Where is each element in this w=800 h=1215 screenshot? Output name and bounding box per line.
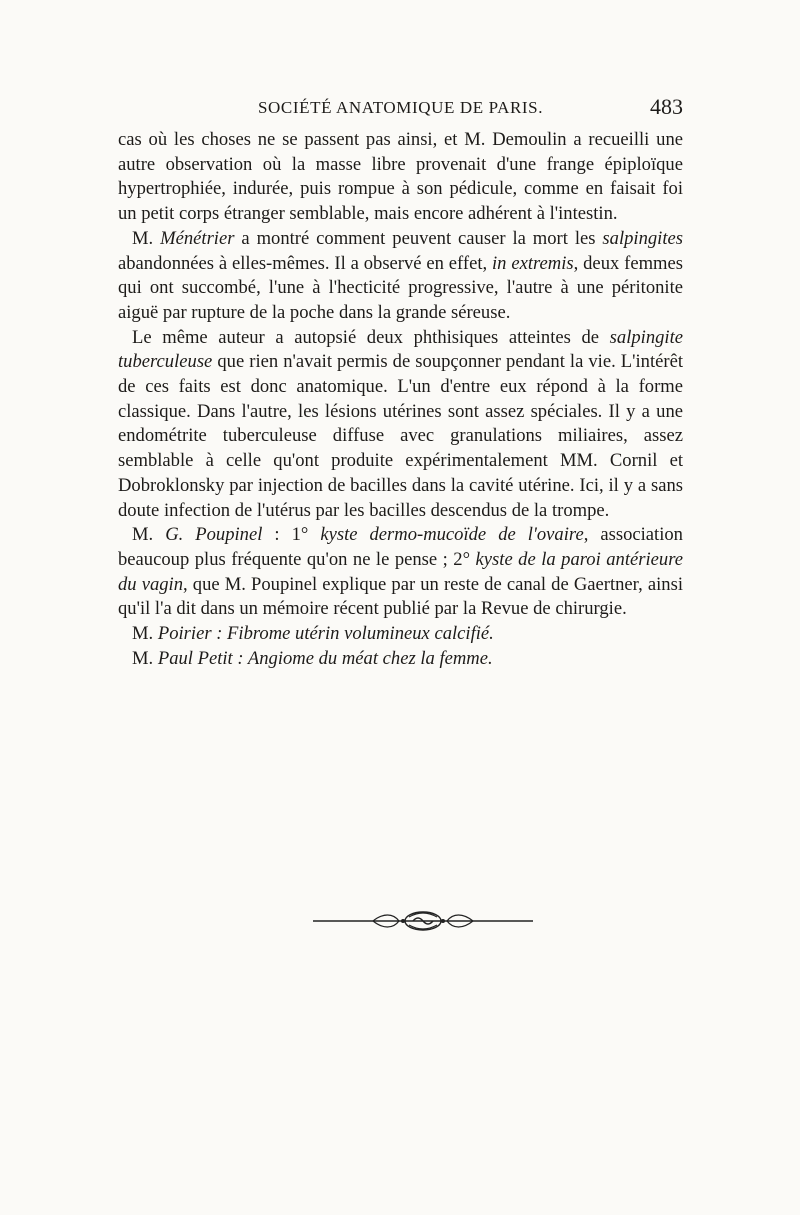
paragraph-5-text-a: M.: [132, 623, 158, 645]
paragraph-6: [118, 647, 683, 672]
paragraph-2: [118, 227, 683, 326]
paragraph-5: [118, 622, 683, 647]
body-text: [118, 128, 683, 671]
paragraph-3-text-b: que rien n'avait permis de soupçonner pendant la vie. L'intérêt de ces faits est donc anatomique. L'un d'entre eux répond à la forme classique. Dans l'autre, les lésions utérines sont assez spéciales. Il y a une endométrite tuberculeuse diffuse avec granulations miliaires, assez semblable à celle qu'ont produite expérimentalement MM. Cornil et Dobroklonsky par injection de bacilles dans la cavité utérine. Ici, il y a sans doute infection de l'utérus par les bacilles descendus de la trompe.: [118, 351, 683, 521]
paragraph-6-text-a: M.: [132, 647, 158, 669]
running-title: SOCIÉTÉ ANATOMIQUE DE PARIS.: [258, 98, 544, 117]
paragraph-2-text-b: a montré comment peuvent causer la mort les: [234, 227, 603, 249]
paragraph-3: [118, 326, 683, 524]
paragraph-4: [118, 523, 683, 622]
italic-term: salpingites: [602, 227, 683, 249]
paragraph-1: [118, 128, 683, 227]
paragraph-2-text-c: abandonnées à elles-mêmes. Il a observé en effet,: [118, 252, 493, 274]
italic-term: salpingite tuberculeuse: [118, 326, 683, 373]
paragraph-4-text-a: M.: [132, 524, 166, 546]
paragraph-2-text-d: , deux femmes qui ont succombé, l'une à l'hecticité progressive, l'autre à une péritonite aiguë par rupture de la poche dans la grande séreuse.: [118, 252, 683, 323]
author-name: Ménétrier: [160, 227, 235, 249]
paragraph-4-text-c: , association beaucoup plus fréquente qu'on ne le pense ; 2°: [118, 524, 683, 570]
presentation-title: Poirier : Fibrome utérin volumineux calcifié.: [157, 623, 494, 645]
ornament-divider-icon: [313, 907, 533, 935]
paragraph-3-text-a: Le même auteur a autopsié deux phthisiques atteintes de: [132, 326, 610, 348]
italic-term: in extremis: [492, 252, 574, 274]
paragraph-2-text-a: M.: [132, 227, 161, 249]
author-name: G. Poupinel: [165, 524, 263, 546]
page-number: 483: [650, 94, 683, 119]
paragraph-4-text-b: : 1°: [262, 524, 321, 546]
paragraph-4-text-d: , que M. Poupinel explique par un reste de canal de Gaertner, ainsi qu'il l'a dit dans un mémoire récent publié par la Revue de chirurgie.: [118, 573, 683, 620]
presentation-title: Paul Petit : Angiome du méat chez la femme.: [157, 647, 493, 669]
italic-term: kyste dermo-mucoïde de l'ovaire: [320, 524, 584, 546]
page-header: [118, 94, 683, 124]
paragraph-1-text: cas où les choses ne se passent pas ainsi, et M. Demoulin a recueilli une autre observation où la masse libre provenait d'une frange épiploïque hypertrophiée, indurée, puis rompue à son pédicule, comme en faisait foi un petit corps étranger semblable, mais encore adhérent à l'intestin.: [118, 129, 683, 225]
italic-term: kyste de la paroi antérieure du vagin: [118, 548, 683, 595]
